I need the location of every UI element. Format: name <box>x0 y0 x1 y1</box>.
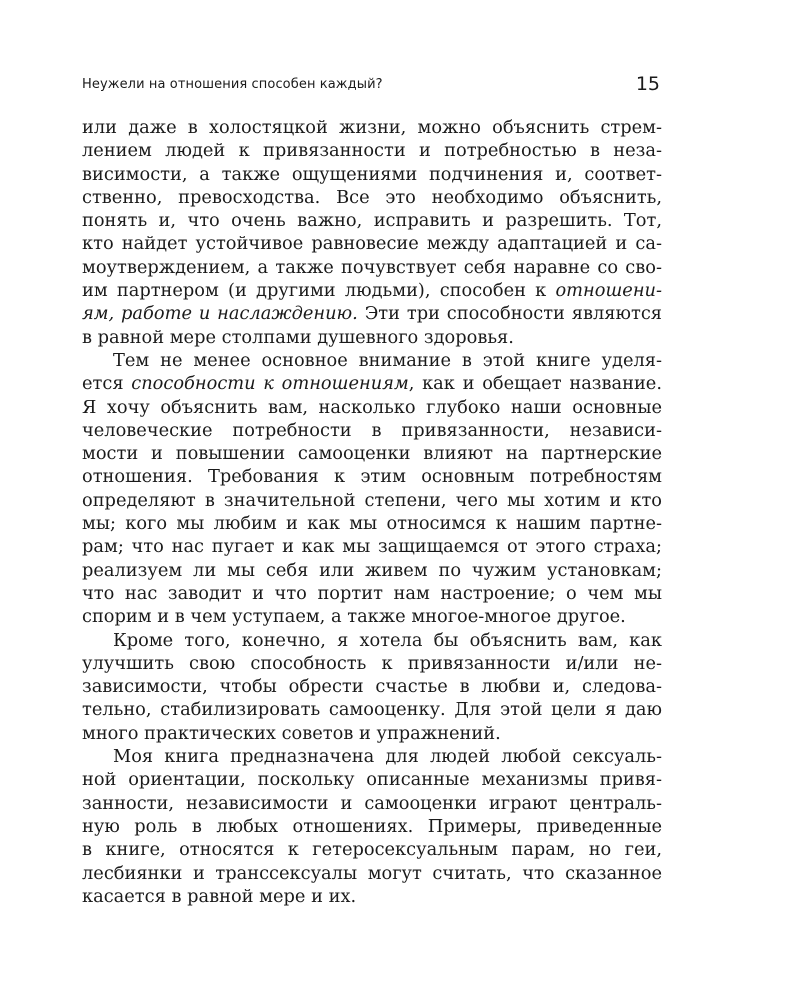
text-segment: Кроме того, конечно, я хотела бы объяснить вам, как <box>113 629 662 651</box>
text-line <box>82 139 662 162</box>
text-segment: мы; кого мы любим и как мы относимся к нашим партне- <box>82 513 662 535</box>
text-segment: ственно, превосходства. Все это необходимо объяснить, <box>82 186 662 208</box>
text-segment: Тем не менее основное внимание в этой книге уделя- <box>113 349 662 371</box>
text-line <box>82 256 662 279</box>
paragraph <box>82 629 662 745</box>
emphasis-text: ям, работе и наслаждению. <box>82 303 358 325</box>
text-segment: в книге, относятся к гетеросексуальным парам, но геи, <box>82 839 662 861</box>
emphasis-text: способности к отношениям <box>131 373 409 395</box>
text-line <box>82 745 662 768</box>
text-line <box>82 163 662 186</box>
text-segment: Я хочу объяснить вам, насколько глубоко наши основные <box>82 396 662 418</box>
text-line <box>82 279 662 302</box>
text-segment: определяют в значительной степени, чего мы хотим и кто <box>82 489 662 511</box>
text-line <box>82 326 662 349</box>
text-line <box>82 862 662 885</box>
text-line <box>82 815 662 838</box>
text-segment: рам; что нас пугает и как мы защищаемся от этого страха; <box>82 536 662 558</box>
text-line <box>82 605 662 628</box>
text-line <box>82 652 662 675</box>
page-number: 15 <box>635 73 660 95</box>
text-segment: улучшить свою способность к привязанности и/или не- <box>82 652 662 674</box>
text-line <box>82 302 662 325</box>
text-segment: реализуем ли мы себя или живем по чужим установкам; <box>82 559 662 581</box>
text-segment: висимости, а также ощущениями подчинения и, соответ- <box>82 163 662 185</box>
text-line <box>82 116 662 139</box>
text-segment: понять и, что очень важно, исправить и разрешить. Тот, <box>82 210 662 232</box>
text-line <box>82 885 662 908</box>
text-segment: человеческие потребности в привязанности, независи- <box>82 419 662 441</box>
text-line <box>82 535 662 558</box>
text-segment: много практических советов и упражнений. <box>82 722 501 744</box>
text-line <box>82 232 662 255</box>
text-segment: моутверждением, а также почувствует себя наравне со сво- <box>82 256 662 278</box>
text-segment: спорим и в чем уступаем, а также многое-многое другое. <box>82 606 626 628</box>
text-line <box>82 675 662 698</box>
text-line <box>82 209 662 232</box>
text-line <box>82 372 662 395</box>
text-segment: ную роль в любых отношениях. Примеры, приведенные <box>82 815 662 837</box>
text-line <box>82 629 662 652</box>
running-head <box>82 73 662 97</box>
text-segment: что нас заводит и что портит нам настроение; о чем мы <box>82 582 662 604</box>
text-segment: им партнером (и другими людьми), способен к <box>82 280 556 302</box>
text-line <box>82 768 662 791</box>
emphasis-text: отношени- <box>555 280 662 302</box>
text-segment: занности, независимости и самооценки играют централь- <box>82 792 662 814</box>
text-line <box>82 722 662 745</box>
body-text <box>82 116 662 908</box>
text-segment: Эти три способности являются <box>357 303 662 325</box>
text-segment: ется <box>82 373 132 395</box>
text-segment: лением людей к привязанности и потребностью в неза- <box>82 140 662 162</box>
text-line <box>82 419 662 442</box>
text-segment: касается в равной мере и их. <box>82 885 357 907</box>
running-title: Неужели на отношения способен каждый? <box>82 77 383 92</box>
text-segment: зависимости, чтобы обрести счастье в любви и, следова- <box>82 676 662 698</box>
text-line <box>82 442 662 465</box>
text-line <box>82 186 662 209</box>
text-segment: отношения. Требования к этим основным потребностям <box>82 466 662 488</box>
text-line <box>82 698 662 721</box>
text-line <box>82 792 662 815</box>
paragraph <box>82 349 662 629</box>
text-segment: ной ориентации, поскольку описанные механизмы привя- <box>82 769 662 791</box>
paragraph <box>82 116 662 349</box>
text-segment: лесбиянки и транссексуалы могут считать, что сказанное <box>82 862 662 884</box>
text-line <box>82 512 662 535</box>
text-line <box>82 582 662 605</box>
text-line <box>82 838 662 861</box>
text-segment: в равной мере столпами душевного здоровья. <box>82 326 514 348</box>
text-line <box>82 465 662 488</box>
text-line <box>82 489 662 512</box>
text-line <box>82 559 662 582</box>
text-segment: кто найдет устойчивое равновесие между адаптацией и са- <box>82 233 662 255</box>
text-segment: или даже в холостяцкой жизни, можно объяснить стрем- <box>82 117 662 138</box>
text-line <box>82 396 662 419</box>
text-segment: , как и обещает название. <box>408 373 662 395</box>
text-segment: Моя книга предназначена для людей любой сексуаль- <box>113 746 662 768</box>
text-segment: тельно, стабилизировать самооценку. Для этой цели я даю <box>82 699 662 721</box>
text-line <box>82 349 662 372</box>
text-segment: мости и повышении самооценки влияют на партнерские <box>82 443 662 465</box>
paragraph <box>82 745 662 908</box>
